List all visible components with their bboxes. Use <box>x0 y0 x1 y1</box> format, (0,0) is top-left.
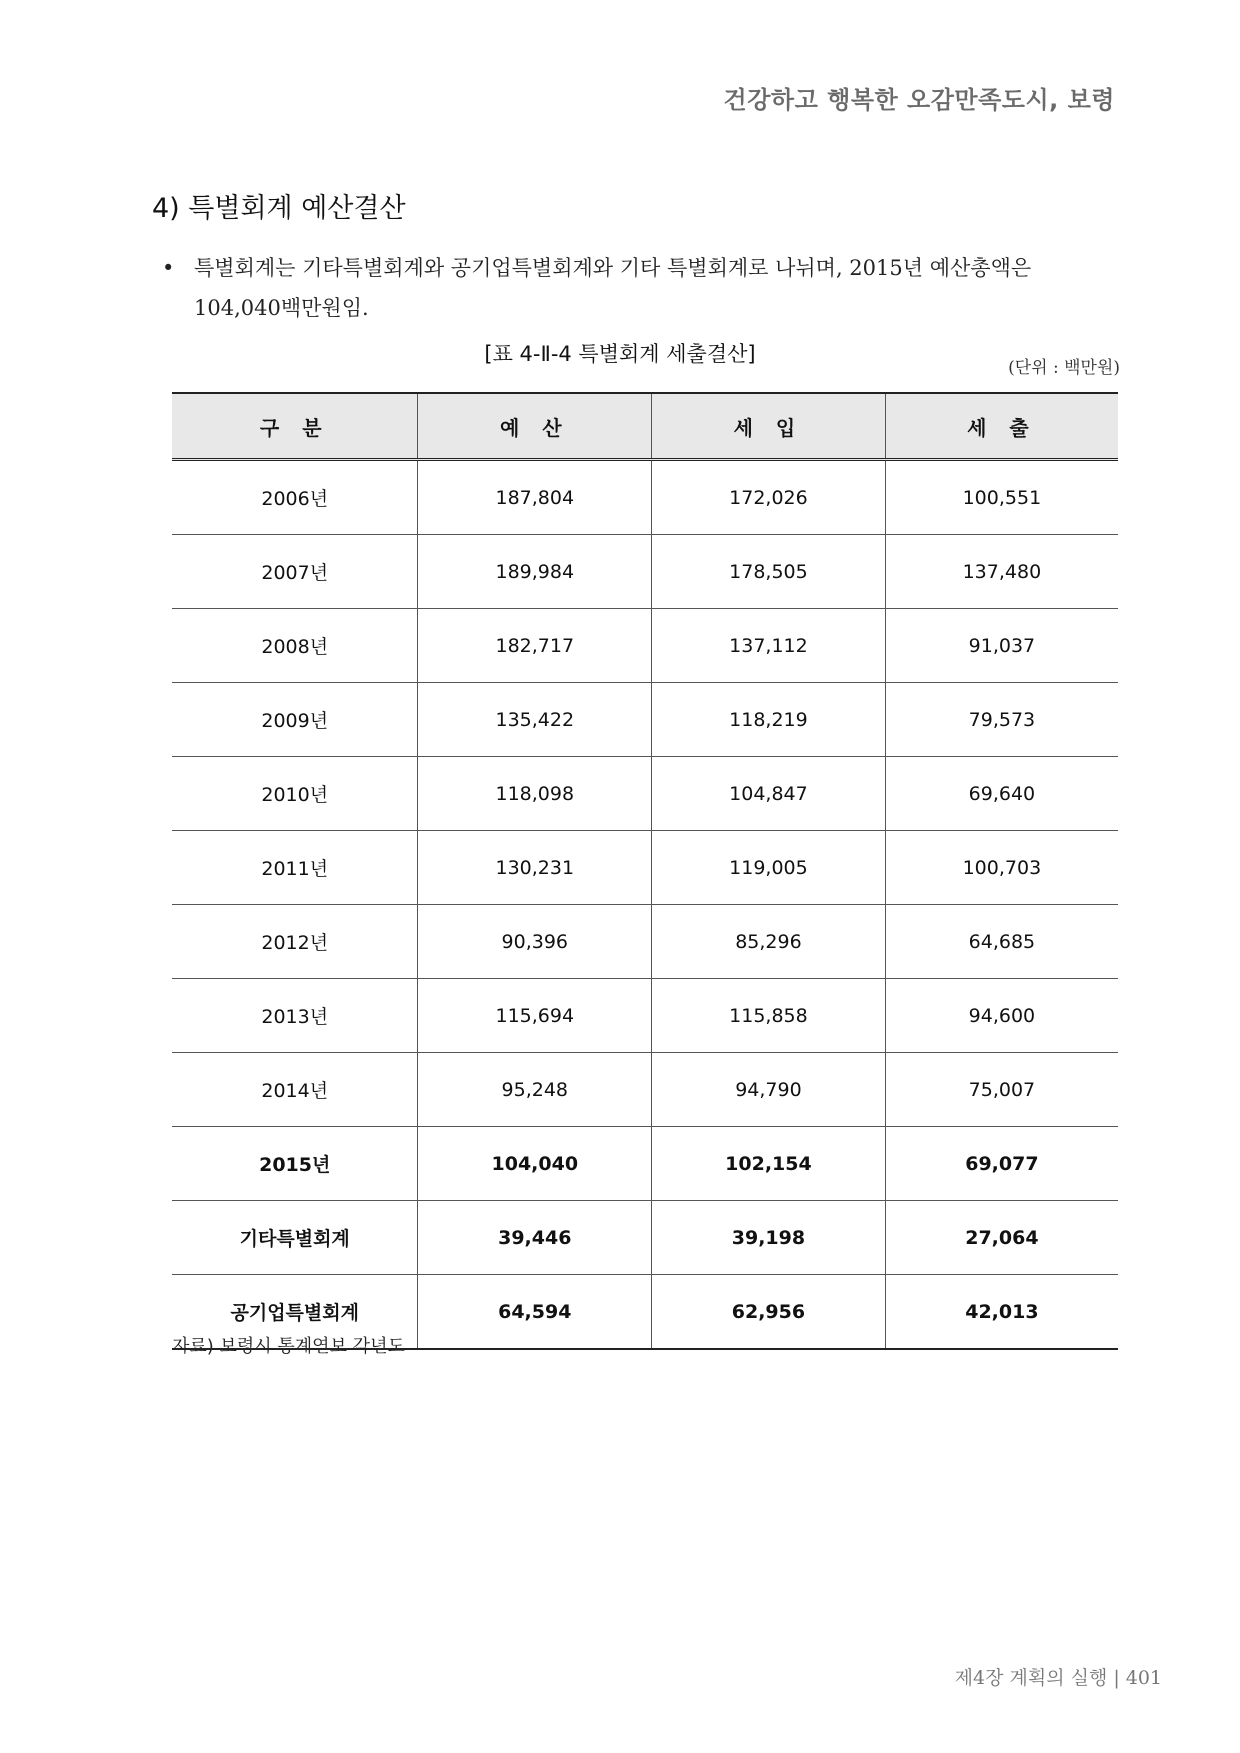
cell-budget: 130,231 <box>418 831 652 905</box>
cell-category: 2006년 <box>172 460 418 535</box>
cell-expenditure: 79,573 <box>885 683 1118 757</box>
table-caption: [표 4-Ⅱ-4 특별회계 세출결산] <box>484 342 756 366</box>
cell-budget: 189,984 <box>418 535 652 609</box>
table-row <box>172 757 1118 831</box>
page-footer <box>955 1663 1162 1690</box>
cell-expenditure: 69,640 <box>885 757 1118 831</box>
cell-revenue: 115,858 <box>652 979 886 1053</box>
cell-budget: 90,396 <box>418 905 652 979</box>
cell-category: 공기업특별회계 <box>172 1275 418 1350</box>
table-row <box>172 905 1118 979</box>
footer-separator: | <box>1113 1667 1120 1689</box>
cell-category: 2008년 <box>172 609 418 683</box>
cell-category: 2012년 <box>172 905 418 979</box>
table-row <box>172 609 1118 683</box>
cell-category: 기타특별회계 <box>172 1201 418 1275</box>
table-row <box>172 683 1118 757</box>
budget-table <box>172 392 1118 1350</box>
footer-chapter: 제4장 계획의 실행 <box>954 1667 1108 1689</box>
table-row <box>172 979 1118 1053</box>
section-title: 4) 특별회계 예산결산 <box>152 193 406 224</box>
cell-category: 2014년 <box>172 1053 418 1127</box>
cell-revenue: 62,956 <box>652 1275 886 1350</box>
bullet-icon: • <box>162 256 175 280</box>
cell-category: 2015년 <box>172 1127 418 1201</box>
cell-revenue: 178,505 <box>652 535 886 609</box>
cell-budget: 104,040 <box>418 1127 652 1201</box>
table-header-row <box>172 393 1118 460</box>
header-budget: 예 산 <box>418 393 652 460</box>
table-unit: (단위 : 백만원) <box>1008 358 1120 378</box>
cell-revenue: 85,296 <box>652 905 886 979</box>
cell-revenue: 172,026 <box>652 460 886 535</box>
cell-category: 2007년 <box>172 535 418 609</box>
table-row <box>172 1201 1118 1275</box>
cell-category: 2013년 <box>172 979 418 1053</box>
table-row <box>172 831 1118 905</box>
cell-category: 2009년 <box>172 683 418 757</box>
cell-expenditure: 91,037 <box>885 609 1118 683</box>
cell-budget: 39,446 <box>418 1201 652 1275</box>
running-header: 건강하고 행복한 오감만족도시, 보령 <box>723 86 1115 114</box>
cell-expenditure: 100,551 <box>885 460 1118 535</box>
cell-budget: 135,422 <box>418 683 652 757</box>
page-number: 401 <box>1125 1667 1162 1689</box>
cell-budget: 115,694 <box>418 979 652 1053</box>
bullet-paragraph <box>162 248 1130 328</box>
cell-expenditure: 94,600 <box>885 979 1118 1053</box>
table-row <box>172 460 1118 535</box>
table-row <box>172 1053 1118 1127</box>
cell-revenue: 104,847 <box>652 757 886 831</box>
cell-revenue: 39,198 <box>652 1201 886 1275</box>
cell-expenditure: 42,013 <box>885 1275 1118 1350</box>
table-row <box>172 535 1118 609</box>
cell-expenditure: 137,480 <box>885 535 1118 609</box>
cell-budget: 95,248 <box>418 1053 652 1127</box>
cell-revenue: 119,005 <box>652 831 886 905</box>
header-category: 구 분 <box>172 393 418 460</box>
cell-expenditure: 27,064 <box>885 1201 1118 1275</box>
cell-expenditure: 69,077 <box>885 1127 1118 1201</box>
cell-revenue: 118,219 <box>652 683 886 757</box>
cell-budget: 187,804 <box>418 460 652 535</box>
paragraph-line-1: 특별회계는 기타특별회계와 공기업특별회계와 기타 특별회계로 나뉘며, 2015년 예산총액은 <box>194 256 1032 280</box>
cell-expenditure: 75,007 <box>885 1053 1118 1127</box>
cell-expenditure: 100,703 <box>885 831 1118 905</box>
header-expenditure: 세 출 <box>885 393 1118 460</box>
cell-budget: 64,594 <box>418 1275 652 1350</box>
cell-revenue: 137,112 <box>652 609 886 683</box>
cell-category: 2011년 <box>172 831 418 905</box>
table-row <box>172 1127 1118 1201</box>
paragraph-line-2: 104,040백만원임. <box>194 296 369 320</box>
table-body <box>172 460 1118 1350</box>
cell-budget: 118,098 <box>418 757 652 831</box>
cell-category: 2010년 <box>172 757 418 831</box>
header-revenue: 세 입 <box>652 393 886 460</box>
cell-revenue: 102,154 <box>652 1127 886 1201</box>
cell-budget: 182,717 <box>418 609 652 683</box>
cell-revenue: 94,790 <box>652 1053 886 1127</box>
cell-expenditure: 64,685 <box>885 905 1118 979</box>
table-source: 자료) 보령시 통계연보 각년도 <box>172 1336 405 1357</box>
